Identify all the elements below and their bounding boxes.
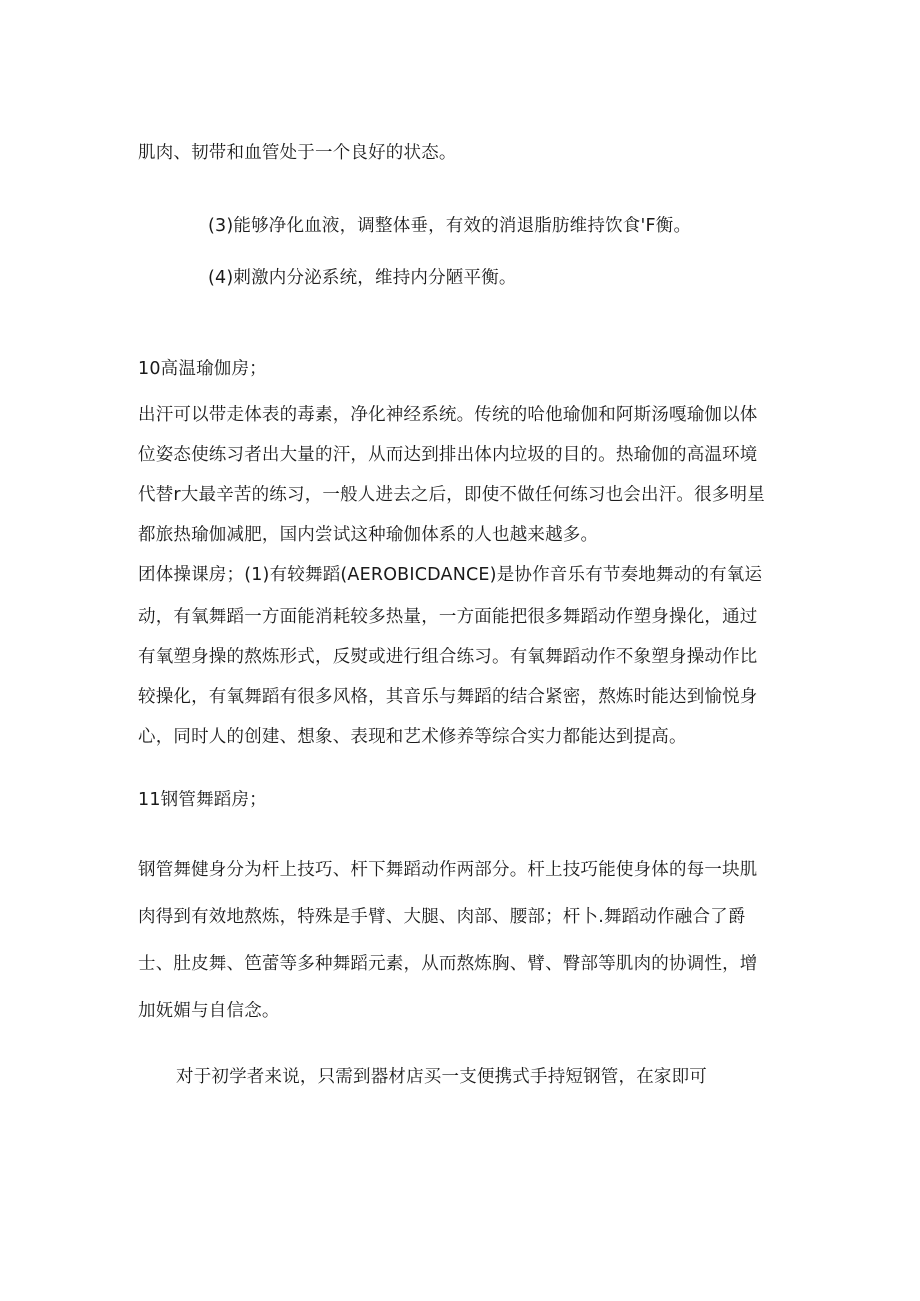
section-heading-10: 10高温瑜伽房；: [138, 359, 267, 379]
text-line-5: 出汗可以带走体表的毒素，净化神经系统。传统的哈他瑜伽和阿斯汤嘎瑜伽以体: [138, 405, 758, 425]
text-line-12: 较操化，有氧舞蹈有很多风格，其音乐与舞蹈的结合紧密，熬炼时能达到愉悦身: [138, 687, 758, 707]
text-line-9: 团体操课房；(1)有较舞蹈(AEROBICDANCE)是协作音乐有节奏地舞动的有氧运: [138, 565, 763, 585]
text-line-1: 肌肉、韧带和血管处于一个良好的状态。: [138, 143, 457, 163]
text-line-13: 心，同时人的创建、想象、表现和艺术修养等综合实力都能达到提高。: [138, 727, 687, 747]
text-line-19: 对于初学者来说，只需到器材店买一支便携式手持短钢管，在家即可: [176, 1067, 707, 1087]
text-line-7: 代替r大最辛苦的练习，一般人进去之后，即使不做任何练习也会出汗。很多明星: [138, 485, 765, 505]
text-line-6: 位姿态使练习者出大量的汗，从而达到排出体内垃圾的目的。热瑜伽的高温环境: [138, 445, 758, 465]
text-line-11: 有氧塑身操的熬炼形式，反熨或进行组合练习。有氧舞蹈动作不象塑身操动作比: [138, 647, 758, 667]
text-line-2: (3)能够净化血液，调整体垂，有效的消退脂肪维持饮食'F衡。: [208, 216, 692, 236]
text-line-10: 动，有氧舞蹈一方面能消耗较多热量，一方面能把很多舞蹈动作塑身操化，通过: [138, 607, 758, 627]
text-line-16: 肉得到有效地熬炼，特殊是手臂、大腿、肉部、腰部；杆卜.舞蹈动作融合了爵: [138, 907, 746, 927]
text-line-3: (4)刺激内分泌系统，维持内分陋平衡。: [208, 268, 517, 288]
text-line-18: 加妩媚与自信念。: [138, 1001, 280, 1021]
text-line-15: 钢管舞健身分为杆上技巧、杆下舞蹈动作两部分。杆上技巧能使身体的每一块肌: [138, 860, 758, 880]
section-heading-11: 11钢管舞蹈房；: [138, 790, 267, 810]
text-line-17: 士、肚皮舞、笆蕾等多种舞蹈元素，从而熬炼胸、臂、臀部等肌肉的协调性，增: [138, 954, 758, 974]
text-line-8: 都旅热瑜伽减肥，国内尝试这种瑜伽体系的人也越来越多。: [138, 525, 599, 545]
